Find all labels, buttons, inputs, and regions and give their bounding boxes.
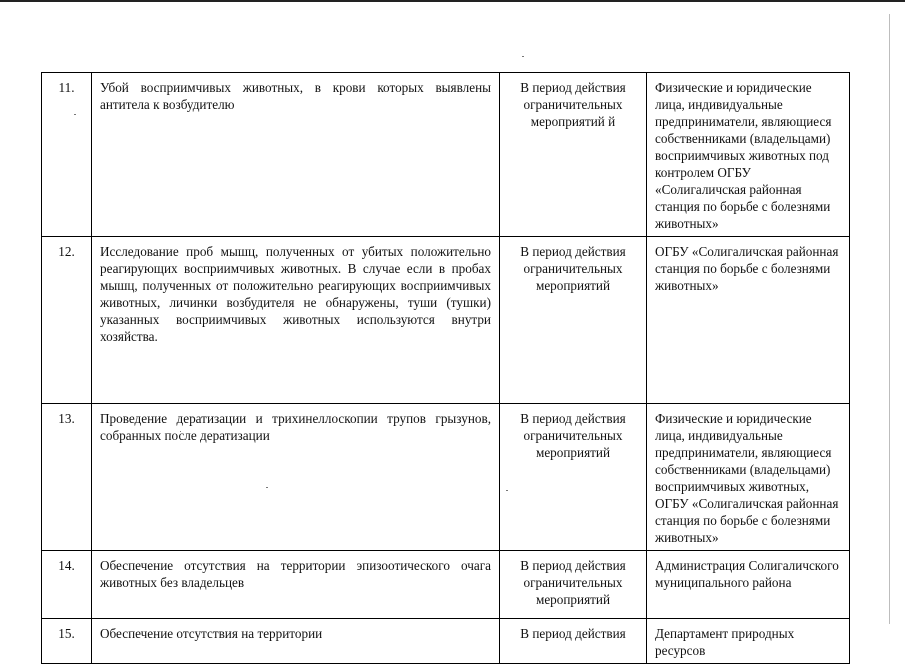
scan-speck xyxy=(522,56,524,57)
row-period: В период действия ограничительных мероприятий xyxy=(500,551,647,619)
row-responsible: Физические и юридические лица, индивидуальные предприниматели, являющиеся собственниками (владельцами) восприимчивых животных под контролем ОГБУ «Солигаличская районная станция по борьбе с болезнями животных» xyxy=(647,73,850,237)
table-row xyxy=(42,73,850,237)
measures-table xyxy=(41,72,850,664)
row-number: 14. xyxy=(42,551,92,619)
row-period: В период действия ограничительных мероприятий xyxy=(500,404,647,551)
row-number: 13. xyxy=(42,404,92,551)
row-responsible: Физические и юридические лица, индивидуальные предприниматели, являющиеся собственниками (владельцами) восприимчивых животных, ОГБУ «Солигаличская районная станция по борьбе с болезнями животных» xyxy=(647,404,850,551)
row-action: Проведение дератизации и трихинеллоскопии трупов грызунов, собранных после дератизации xyxy=(92,404,500,551)
row-action: Убой восприимчивых животных, в крови которых выявлены антитела к возбудителю xyxy=(92,73,500,237)
row-period: В период действия xyxy=(500,619,647,664)
table-row xyxy=(42,619,850,664)
table-row xyxy=(42,404,850,551)
row-action: Обеспечение отсутствия на территории эпизоотического очага животных без владельцев xyxy=(92,551,500,619)
row-responsible: ОГБУ «Солигаличская районная станция по борьбе с болезнями животных» xyxy=(647,237,850,404)
row-period: В период действия ограничительных мероприятий й xyxy=(500,73,647,237)
row-number: 11. xyxy=(42,73,92,237)
row-number: 12. xyxy=(42,237,92,404)
row-responsible: Департамент природных ресурсов xyxy=(647,619,850,664)
row-action: Обеспечение отсутствия на территории xyxy=(92,619,500,664)
row-period: В период действия ограничительных мероприятий xyxy=(500,237,647,404)
row-responsible: Администрация Солигаличского муниципального района xyxy=(647,551,850,619)
scan-right-edge xyxy=(889,14,890,624)
table-row xyxy=(42,551,850,619)
table-row xyxy=(42,237,850,404)
row-action: Исследование проб мышц, полученных от убитых положительно реагирующих восприимчивых животных. В случае если в пробах мышц, полученных от положительно реагирующих восприимчивых животных, личинки возбудителя не обнаружены, туши (тушки) указанных восприимчивых животных используются внутри хозяйства. xyxy=(92,237,500,404)
scan-top-edge xyxy=(0,0,905,2)
row-number: 15. xyxy=(42,619,92,664)
